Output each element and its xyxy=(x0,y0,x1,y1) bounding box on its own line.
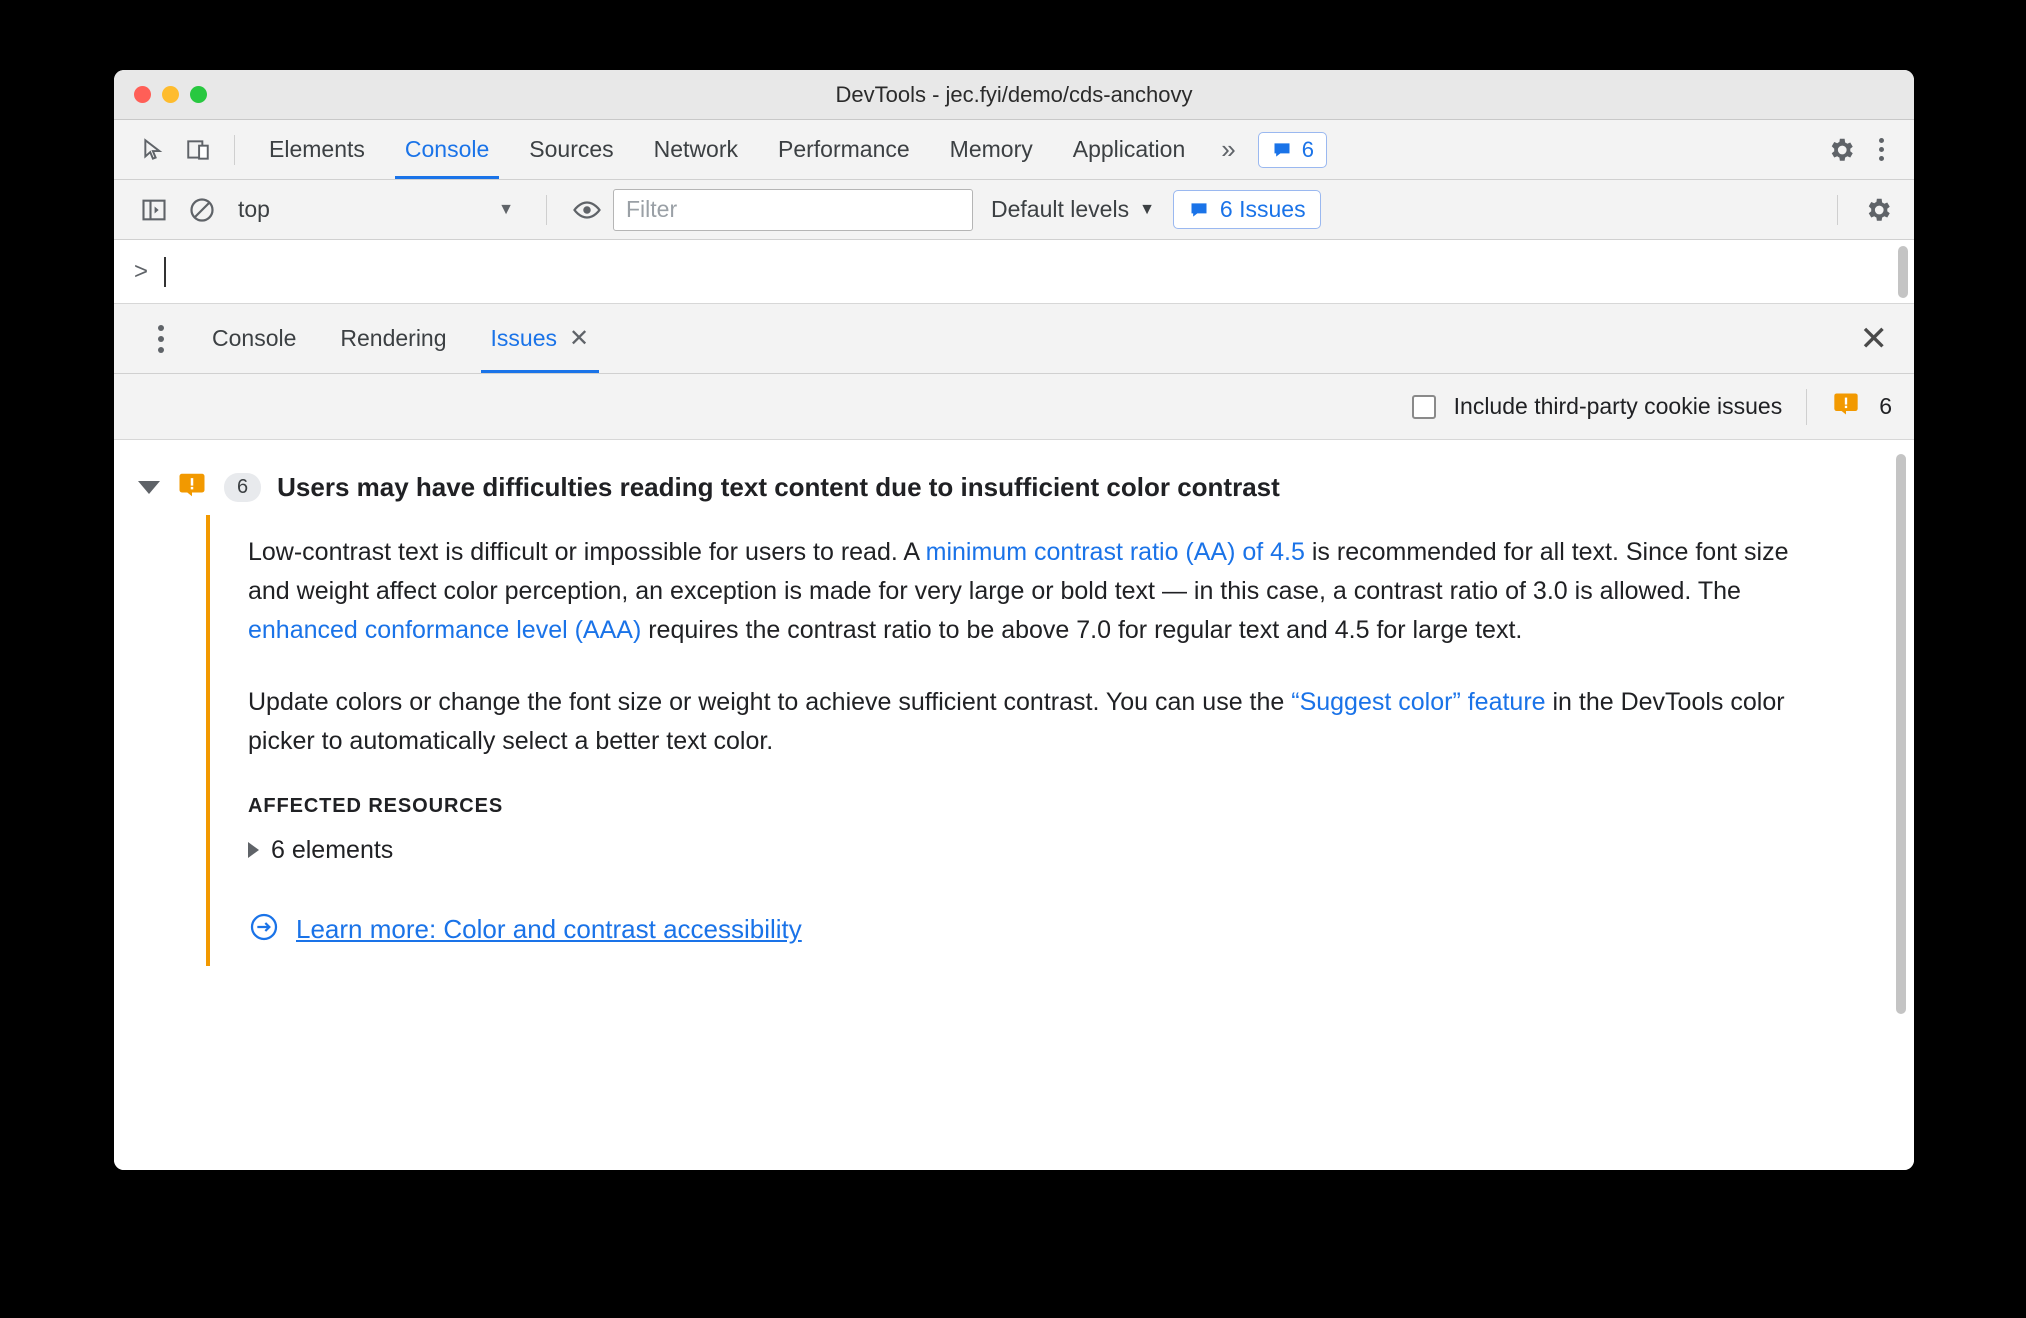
tab-network[interactable]: Network xyxy=(653,136,738,162)
window-title: DevTools - jec.fyi/demo/cds-anchovy xyxy=(835,81,1193,107)
issue-p1-text-2: is recommended for all text. Since font size and weight affect color perception, an exception is made for very large or bold text — in this case, a contrast ratio of 3.0 is allowed. The xyxy=(248,538,1789,605)
message-icon xyxy=(1271,140,1293,160)
issue-count-badge: 6 xyxy=(224,473,261,502)
issues-toolbar-divider xyxy=(1806,389,1807,425)
issue-title: Users may have difficulties reading text content due to insufficient color contrast xyxy=(277,472,1280,502)
console-scrollbar[interactable] xyxy=(1898,246,1908,298)
warning-triangle-icon xyxy=(176,470,208,505)
issue-p1-text-1: Low-contrast text is difficult or impossible for users to read. A xyxy=(248,538,926,566)
devtools-main-toolbar xyxy=(114,120,1914,180)
issue-p2-text-2: in the DevTools color picker to automatically select a better text color. xyxy=(248,688,1785,755)
minimize-window-button[interactable] xyxy=(162,86,179,103)
third-party-cookie-label: Include third-party cookie issues xyxy=(1453,393,1783,419)
enhanced-conformance-link[interactable]: enhanced conformance level (AAA) xyxy=(248,615,642,644)
issue-p2-text-1: Update colors or change the font size or weight to achieve sufficient contrast. You can use the xyxy=(248,688,1292,717)
chevron-down-icon: ▼ xyxy=(1139,200,1155,218)
prompt-arrow-icon: > xyxy=(134,257,149,285)
drawer-tab-rendering-label: Rendering xyxy=(340,325,447,351)
kebab-menu-icon[interactable] xyxy=(1863,138,1900,161)
affected-elements-label: 6 elements xyxy=(271,835,394,864)
execution-context-value: top xyxy=(238,196,270,222)
issue-paragraph-2 xyxy=(248,683,1808,761)
external-arrow-icon xyxy=(248,911,280,948)
drawer-tab-rendering[interactable] xyxy=(318,304,468,373)
tab-memory[interactable]: Memory xyxy=(949,136,1033,162)
drawer-tab-console[interactable] xyxy=(190,304,318,373)
close-drawer-button[interactable]: ✕ xyxy=(1859,319,1888,358)
drawer-tab-console-label: Console xyxy=(212,325,297,351)
console-filter-toolbar xyxy=(114,180,1914,240)
text-cursor xyxy=(164,257,166,287)
drawer-tab-issues[interactable] xyxy=(469,304,612,373)
tab-console[interactable]: Console xyxy=(385,120,509,179)
toolbar-divider xyxy=(234,135,235,165)
log-levels-value: Default levels xyxy=(991,196,1130,222)
expand-right-triangle-icon[interactable] xyxy=(248,842,259,858)
warning-triangle-icon xyxy=(1831,390,1861,423)
minimum-contrast-ratio-link[interactable]: minimum contrast ratio (AA) of 4.5 xyxy=(925,538,1305,566)
issues-button-label: 6 Issues xyxy=(1219,196,1306,222)
inspect-cursor-icon[interactable] xyxy=(132,128,176,172)
gear-icon[interactable] xyxy=(1819,128,1863,172)
drawer-tab-issues-label: Issues xyxy=(490,325,558,351)
affected-elements-row[interactable] xyxy=(248,836,1914,865)
issues-scrollbar[interactable] xyxy=(1896,454,1906,1014)
issue-paragraph-1 xyxy=(248,533,1808,649)
close-icon[interactable]: ✕ xyxy=(569,325,590,352)
tab-application[interactable]: Application xyxy=(1072,136,1186,162)
issues-list xyxy=(114,440,1914,1170)
window-controls[interactable] xyxy=(134,86,207,103)
tab-performance[interactable]: Performance xyxy=(778,136,910,162)
filterbar-divider xyxy=(546,195,547,225)
message-icon xyxy=(1188,200,1210,220)
issue-row-header[interactable] xyxy=(114,460,1914,515)
console-prompt-row[interactable] xyxy=(114,240,1914,304)
issue-p1-text-3: requires the contrast ratio to be above 7.0 for regular text and 4.5 for large text. xyxy=(641,615,1523,644)
issues-count-value: 6 xyxy=(1301,136,1314,162)
expand-triangle-icon[interactable] xyxy=(138,481,160,494)
panel-tabs xyxy=(249,120,1205,179)
more-tabs-icon[interactable]: » xyxy=(1221,134,1236,164)
window-titlebar xyxy=(114,70,1914,120)
close-window-button[interactable] xyxy=(134,86,151,103)
filterbar-divider-2 xyxy=(1837,195,1838,225)
tab-sources[interactable]: Sources xyxy=(529,136,614,162)
issues-count-badge[interactable] xyxy=(1258,132,1327,168)
live-expression-icon[interactable] xyxy=(565,188,609,232)
clear-console-icon[interactable] xyxy=(180,188,224,232)
gear-icon[interactable] xyxy=(1856,188,1900,232)
issue-details xyxy=(206,515,1914,966)
maximize-window-button[interactable] xyxy=(190,86,207,103)
console-sidebar-icon[interactable] xyxy=(132,188,176,232)
learn-more-row[interactable] xyxy=(248,911,1914,948)
third-party-cookie-checkbox[interactable] xyxy=(1412,395,1436,419)
filter-input[interactable]: Filter xyxy=(613,189,973,231)
log-levels-dropdown[interactable] xyxy=(977,196,1169,223)
execution-context-select[interactable] xyxy=(228,196,528,223)
issues-button[interactable] xyxy=(1173,190,1321,229)
chevron-down-icon: ▼ xyxy=(498,200,514,218)
tab-elements[interactable]: Elements xyxy=(269,136,365,162)
affected-resources-label: AFFECTED RESOURCES xyxy=(248,794,504,817)
learn-more-link[interactable]: Learn more: Color and contrast accessibility xyxy=(296,913,802,944)
devtools-window xyxy=(114,70,1914,1170)
issues-warning-count: 6 xyxy=(1879,393,1892,419)
kebab-menu-icon[interactable] xyxy=(132,325,190,353)
suggest-color-link[interactable]: “Suggest color” feature xyxy=(1291,688,1546,717)
device-toolbar-icon[interactable] xyxy=(176,128,220,172)
issues-toolbar xyxy=(114,374,1914,440)
drawer-tabbar xyxy=(114,304,1914,374)
